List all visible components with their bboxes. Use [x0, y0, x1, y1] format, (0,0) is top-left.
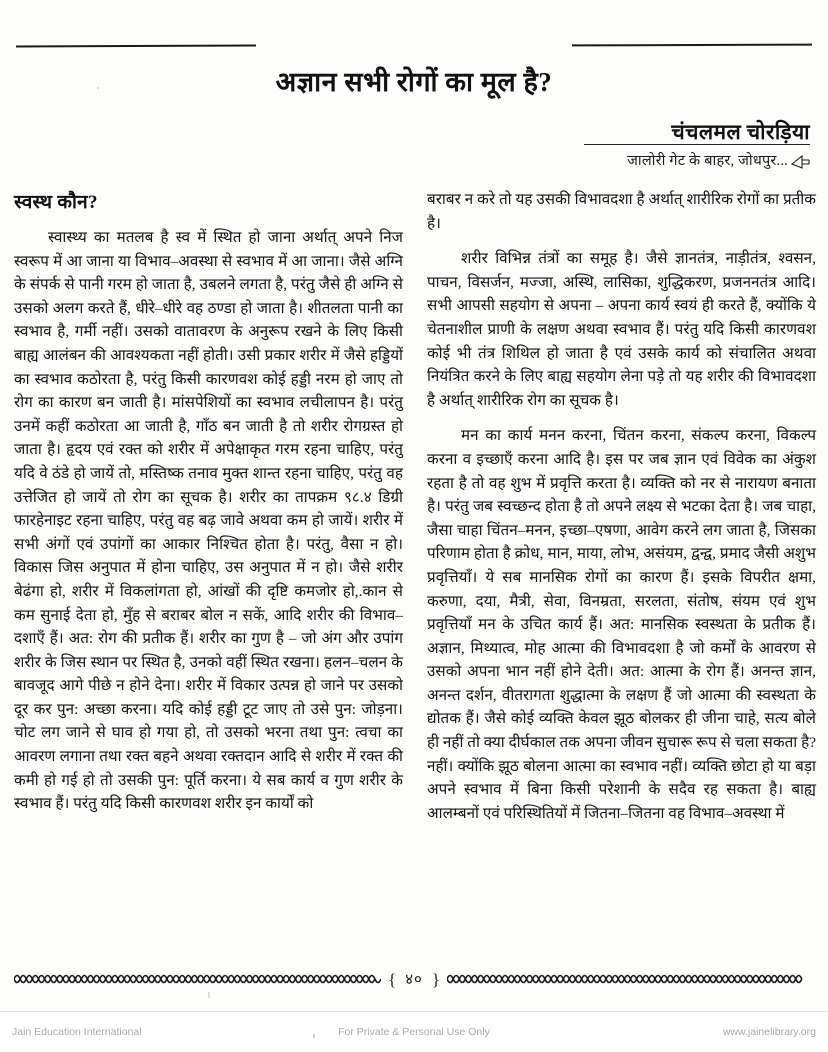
author-address-text: जालोरी गेट के बाहर, जोधपुर...	[627, 153, 788, 169]
top-rule-group	[0, 44, 828, 50]
column-right	[427, 188, 816, 960]
section-heading: स्वस्थ कौन?	[14, 192, 98, 213]
scan-footer-url[interactable]: www.jainelibrary.org	[722, 1026, 816, 1038]
page-number: ४०	[405, 972, 423, 988]
page-bracket-right: }	[431, 969, 440, 989]
paragraph: बराबर न करे तो यह उसकी विभावदशा है अर्थात् शारीरिक रोगों का प्रतीक है।	[427, 191, 816, 232]
page-bracket-left: {	[388, 969, 397, 989]
paragraph: स्वास्थ्य का मतलब है स्व में स्थित हो जाना अर्थात् अपने निज स्वरूप में आ जाना या विभाव–अवस्था से स्वभाव में आ जाना। जैसे अग्नि के संपर्क से पानी गरम हो जाता है, उबलने लगता है, परंतु जैसे ही अग्नि से उसको अलग करते हैं, धीरे–धीरे वह ठण्डा हो जाता है। शीतलता पानी का स्वभाव है, गर्मी नहीं। उसको वातावरण के अनुरूप रखने के लिए किसी बाह्य आलंबन की आवश्यकता नहीं होती। उसी प्रकार शरीर में जैसे हड्डियों का स्वभाव कठोरता है, परंतु किसी कारणवश कोई हड्डी नरम हो जाए तो रोग का कारण बन जाती है। मांसपेशियों का स्वभाव लचीलापन है। परंतु उनमें कहीं कठोरता आ जाती है, गाँठ बन जाती है तो शरीर रोगग्रस्त हो जाता है। हृदय एवं रक्त को शरीर में अपेक्षाकृत गरम रहना चाहिए, परंतु यदि वे ठंडे हो जायें तो, मस्तिष्क तनाव मुक्त शान्त रहना चाहिए, परंतु वह उत्तेजित हो जायें तो रोग का सूचक है। शरीर का तापक्रम ९८.४ डिग्री फारहेनाइट रहना चाहिए, परंतु वह बढ़ जावे अथवा कम हो जायें। शरीर में सभी अंगों एवं उपांगों का आकार निश्चित होता है। परंतु, वैसा न हो। विकास जिस अनुपात में होना चाहिए, उस अनुपात में न हो। जैसे शरीर बेढंगा हो, शरीर में विकलांगता हो, आंखों की दृष्टि कमजोर हो,.कान से कम सुनाई देता हो, मुँह से बराबर बोल न सकें, आदि शरीर की विभाव–दशाएँ हैं। अत: रोग की प्रतीक हैं। शरीर का गुण है – जो अंग और उपांग शरीर के जिस स्थान पर स्थित है, उनको वहीं स्थित रखना। हलन–चलन के बावजूद आगे पीछे न होने देना। शरीर में विकार उत्पन्न हो जाने पर उसको दूर कर पुन: अच्छा करना। यदि कोई हड्डी टूट जाए तो उसे पुन: जोड़ना। चोट लग जाने से घाव हो गया हो, तो उसको भरना तथा पुन: त्वचा का आवरण लगाना तथा रक्त बहने अथवा रक्तदान आदि से शरीर में रक्त की कमी हो गई हो तो उसकी पुन: पूर्ति करना। ये सब कार्य व गुण शरीर के स्वभाव हैं। परंतु यदि किसी कारणवश शरीर इन कार्यों को	[14, 229, 403, 813]
author-underline	[584, 144, 810, 145]
column-left	[14, 188, 403, 960]
article-title: अज्ञान सभी रोगों का मूल है?	[275, 67, 553, 97]
pen-nib-icon	[791, 155, 810, 169]
paragraph: मन का कार्य मनन करना, चिंतन करना, संकल्प करना, विकल्प करना व इच्छाएँ करना आदि है। इस पर जब ज्ञान एवं विवेक का अंकुश रहता है तो वह शुभ में प्रवृत्ति करता है। व्यक्ति को नर से नारायण बनाता है। परंतु जब स्वच्छन्द होता है तो अपने लक्ष्य से भटका देता है। जब चाहा, जैसा चाहा चिंतन–मनन, इच्छा–एषणा, आवेग करने लग जाता है, जिसका परिणाम होता है क्रोध, मान, माया, लोभ, असंयम, द्वन्द्व, प्रमाद जैसी अशुभ प्रवृत्तियाँ। ये सब मानसिक रोगों का कारण हैं। इसके विपरीत क्षमा, करुणा, दया, मैत्री, सेवा, विनम्रता, सरलता, संतोष, संयम एवं शुभ प्रवृत्तियाँ मन के उचित कार्य हैं। अत: मानसिक स्वस्थता के प्रतीक हैं। अज्ञान, मिथ्यात्व, मोह आत्मा की विभावदशा है जो कर्मों के आवरण से उसको अपना भान नहीं होने देती। अत: आत्मा के रोग हैं। अनन्त ज्ञान, अनन्त दर्शन, वीतरागता शुद्धात्मा के लक्षण हैं जो आत्मा की स्वस्थता के द्योतक हैं। जैसे कोई व्यक्ति केवल झूठ बोलकर ही जीना चाहे, सत्य बोले ही नहीं तो क्या दीर्घकाल तक अपना जीवन सुचारू रूप से चला सकता है? नहीं। क्योंकि झूठ बोलना आत्मा का स्वभाव नहीं। व्यक्ति छोटा हो या बड़ा अपने स्वभाव में बिना किसी परेशानी के सदैव रह सकता है। बाह्य आलम्बनों एवं परिस्थितियों में जितना–जितना वह विभाव–अवस्था में	[427, 427, 816, 822]
author-address-line	[627, 150, 810, 170]
squiggle-right-icon	[447, 970, 814, 988]
top-rule-right	[572, 44, 812, 47]
squiggle-left-icon	[14, 970, 381, 988]
scan-footer-left: Jain Education International	[12, 1026, 142, 1038]
article-body	[14, 188, 816, 960]
author-name: चंचलमल चोरड़िया	[671, 120, 810, 144]
scan-footer-center: For Private & Personal Use Only	[338, 1026, 490, 1038]
paragraph: शरीर विभिन्न तंत्रों का समूह है। जैसे ज्ञानतंत्र, नाड़ीतंत्र, श्वसन, पाचन, विसर्जन, मज्जा, अस्थि, लासिका, शुद्धिकरण, प्रजननतंत्र आदि। सभी आपसी सहयोग से अपना – अपना कार्य स्वयं ही करते हैं, क्योंकि ये चेतनाशील प्राणी के लक्षण अथवा स्वभाव हैं। परंतु यदि किसी कारणवश कोई भी तंत्र शिथिल हो जाता है एवं उसके कार्य को संचालित अथवा नियंत्रित करने के लिए बाह्य सहयोग लेना पड़े तो यह शरीर की विभावदशा है अर्थात् शारीरिक रोग का सूचक है।	[427, 250, 816, 409]
scan-speck	[208, 992, 210, 998]
scan-footer	[0, 1011, 828, 1052]
top-rule-left	[16, 44, 256, 47]
footer-ornament	[14, 968, 814, 990]
